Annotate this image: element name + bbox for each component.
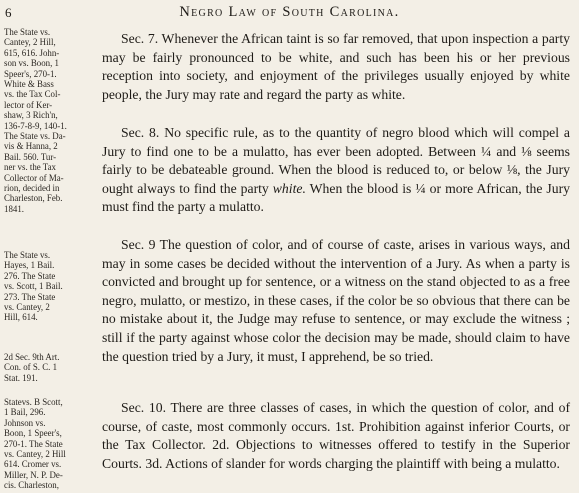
sidenote-sec-8 [4, 131, 92, 214]
sidenote-line: ner vs. the Tax [4, 162, 56, 173]
sidenote-line: Johnson vs. [4, 417, 46, 428]
sidenote-line: vs. the Tax Col- [4, 89, 61, 100]
section-10-text: Sec. 10. There are three classes of cases, in which the question of color, and of course, of caste, most commonly occurs. 1st. Prohibition against inferior Courts, or the Tax Collector. 2d. Objections to witnesses offered to testify in the Superior Courts. 3d. Actions of slander for words charging the plaintiff with being a mulatto. [102, 400, 570, 471]
sidenote-line: The State vs. Da- [4, 131, 66, 141]
sidenote-line: Miller, N. P. De- [4, 469, 63, 480]
section-10 [102, 399, 570, 473]
sidenote-line: The State vs. [4, 27, 51, 37]
section-7 [102, 30, 570, 104]
sidenote-line: shaw, 3 Rich'n, [4, 110, 58, 121]
sidenote-constitution [4, 352, 92, 383]
sidenote-line: 136-7-8-9, 140-1. [4, 120, 67, 131]
sidenote-line: Statevs. B Scott, [4, 397, 63, 407]
sidenote-line: 270-1. The State [4, 438, 63, 449]
sidenote-line: 1841. [4, 203, 24, 214]
section-8 [102, 124, 570, 217]
sidenote-line: Cantey, 2 Hill, [4, 37, 56, 48]
sidenote-line: Boon, 1 Speer's, [4, 428, 62, 439]
section-7-text: Sec. 7. Whenever the African taint is so far removed, that upon inspection a party may be fairly pronounced to be white, and such has been his or her previous reception into society, and enjoyment of the privileges usually enjoyed by white people, the Jury may rate and regard the party as white. [102, 31, 570, 102]
sidenote-line: son vs. Boon, 1 [4, 58, 59, 69]
section-8-text-after: When the blood is ¼ or more African, the Jury must find the party a mulatto. [102, 180, 570, 215]
sidenote-line: 276. The State [4, 270, 56, 281]
sidenote-line: vis & Hanna, 2 [4, 141, 58, 152]
sidenote-line: Stat. 191. [4, 372, 38, 383]
sidenote-line: vs. Cantey, 2 [4, 302, 50, 313]
section-9-text: Sec. 9 The question of color, and of course of caste, arises in various ways, and may in some cases be decided without the intervention of a Jury. As when a party is convicted and brought up for sentence, or a witness on the stand objected to as a free negro, mulatto, or mestizo, in these cases, if the color be so obvious that there can be no mistake about it, the Judge may refuse to sentence, or may exclude the witness ; still if the party against whose color the decision may be made, should claim to have the question tried by a Jury, it must, I apprehend, be so tried. [102, 237, 570, 364]
page-number: 6 [5, 5, 12, 20]
sidenote-line: Hill, 614. [4, 312, 38, 323]
sidenote-line: Charleston, Feb. [4, 193, 63, 204]
page-header [0, 2, 579, 22]
sidenote-line: Collector of Ma- [4, 172, 64, 183]
sidenote-line: cis. Charleston, [4, 480, 59, 491]
sidenote-line: 2d Sec. 9th Art. [4, 352, 60, 362]
section-8-text-before: Sec. 8. No specific rule, as to the quantity of negro blood which will compel a Jury to find one to be a mulatto, has ever been adopted. Between ¼ and ⅛ seems fairly to be debateable ground. When the blood is reduced to, or below ⅛, the Jury ought always to find the party [102, 125, 570, 196]
sidenote-line: Speer's, 270-1. [4, 68, 57, 79]
sidenote-line: rion, decided in [4, 183, 60, 194]
sidenote-line: 614. Cromer vs. [4, 459, 62, 470]
sidenote-line: lector of Ker- [4, 99, 53, 110]
sidenote-line: Bail. 560. Tur- [4, 151, 57, 162]
sidenote-line: vs. Scott, 1 Bail. [4, 281, 63, 292]
sidenote-line: Con. of S. C. 1 [4, 362, 58, 373]
section-8-emphasis: white. [272, 180, 306, 196]
section-8-text [102, 124, 570, 217]
section-9 [102, 236, 570, 366]
sidenote-line: White & Bass [4, 79, 54, 90]
running-title: Negro Law of South Carolina. [179, 4, 400, 20]
sidenote-line: The State vs. [4, 250, 51, 260]
sidenote-line: Hayes, 1 Bail. [4, 260, 55, 271]
sidenote-sec-9 [4, 250, 92, 323]
sidenote-sec-7 [4, 27, 92, 131]
sidenote-line: 615, 616. John- [4, 47, 60, 58]
sidenote-line: vs. Cantey, 2 Hill [4, 449, 66, 460]
sidenote-line: 1 Bail, 296. [4, 407, 46, 418]
sidenote-line: 273. The State [4, 291, 56, 302]
sidenote-sec-10 [4, 397, 92, 491]
